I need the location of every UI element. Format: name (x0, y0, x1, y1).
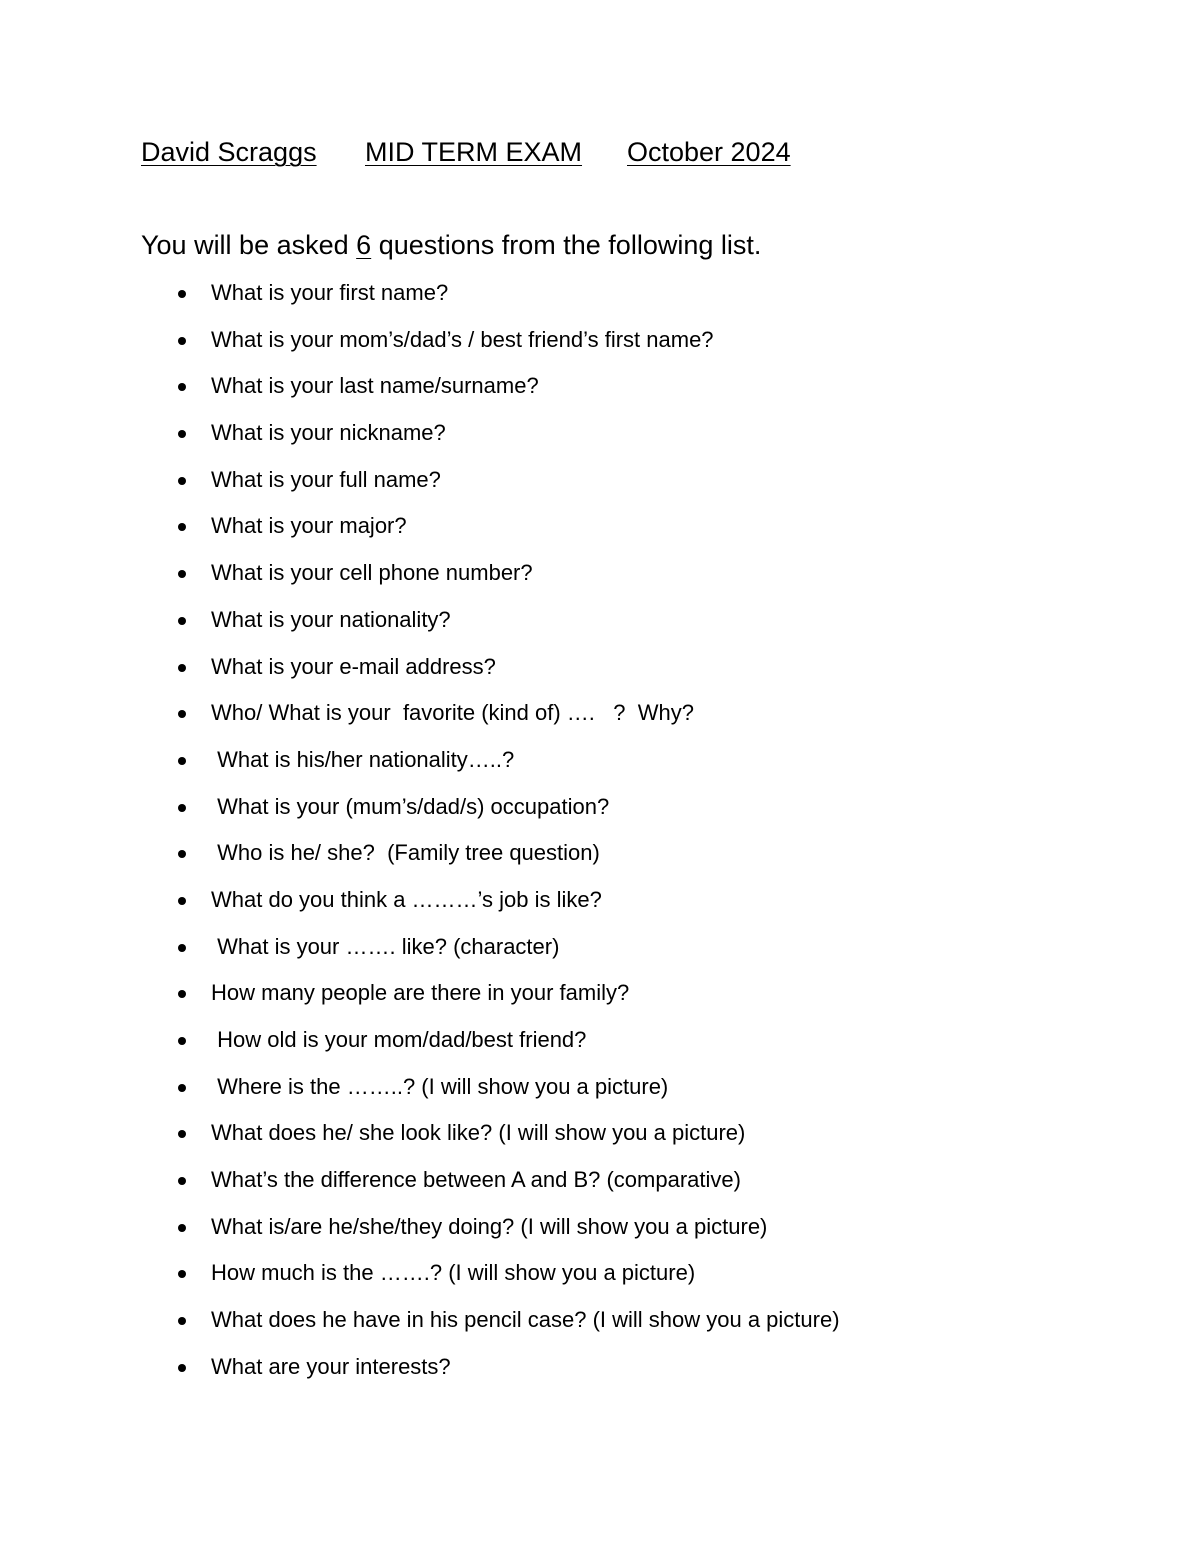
bullet-icon (178, 897, 186, 905)
question-text: What is your (mum’s/dad/s) occupation? (211, 793, 610, 819)
question-item (0, 463, 1200, 510)
question-item (0, 650, 1200, 697)
question-text: What is your mom’s/dad’s / best friend’s first name? (211, 326, 714, 352)
bullet-icon (178, 570, 186, 578)
question-item (0, 1116, 1200, 1163)
exam-title: MID TERM EXAM (365, 137, 583, 167)
question-item (0, 790, 1200, 837)
question-text: What is your nickname? (211, 420, 446, 446)
bullet-icon (178, 990, 186, 998)
question-text: What is/are he/she/they doing? (I will show you a picture) (211, 1213, 768, 1239)
question-item (0, 556, 1200, 603)
question-text: How many people are there in your family? (211, 980, 630, 1006)
question-text: What is your last name/surname? (211, 373, 539, 399)
bullet-icon (178, 1037, 186, 1045)
question-item (0, 1303, 1200, 1350)
question-item (0, 1163, 1200, 1210)
instructions (141, 227, 761, 263)
question-text: What do you think a ………’s job is like? (211, 886, 602, 912)
bullet-icon (178, 337, 186, 345)
question-text: What’s the difference between A and B? (comparative) (211, 1167, 741, 1193)
question-text: What is your full name? (211, 466, 441, 492)
question-item (0, 696, 1200, 743)
bullet-icon (178, 1130, 186, 1138)
bullet-icon (178, 1364, 186, 1372)
question-text: Who is he/ she? (Family tree question) (211, 840, 600, 866)
bullet-icon (178, 1224, 186, 1232)
question-text: What is your major? (211, 513, 407, 539)
question-text: What is your nationality? (211, 606, 451, 632)
question-text: What does he/ she look like? (I will show you a picture) (211, 1120, 746, 1146)
question-text: What is your e-mail address? (211, 653, 496, 679)
bullet-icon (178, 1177, 186, 1185)
exam-date: October 2024 (627, 137, 791, 167)
question-item (0, 416, 1200, 463)
question-list (0, 276, 1200, 1397)
bullet-icon (178, 757, 186, 765)
bullet-icon (178, 617, 186, 625)
question-item (0, 1070, 1200, 1117)
bullet-icon (178, 664, 186, 672)
bullet-icon (178, 523, 186, 531)
bullet-icon (178, 1270, 186, 1278)
question-text: How much is the …….? (I will show you a picture) (211, 1260, 696, 1286)
question-item (0, 1256, 1200, 1303)
bullet-icon (178, 710, 186, 718)
question-item (0, 883, 1200, 930)
bullet-icon (178, 477, 186, 485)
question-text: What is your ……. like? (character) (211, 933, 560, 959)
question-text: What is his/her nationality…..? (211, 746, 515, 772)
teacher-name: David Scraggs (141, 137, 317, 167)
question-item (0, 1210, 1200, 1257)
question-text: What does he have in his pencil case? (I will show you a picture) (211, 1307, 840, 1333)
instructions-lead: You will be asked (141, 230, 357, 260)
question-text: What is your cell phone number? (211, 560, 533, 586)
question-count: 6 (356, 230, 372, 260)
question-text: What is your first name? (211, 280, 449, 305)
question-item (0, 603, 1200, 650)
bullet-icon (178, 383, 186, 391)
question-item (0, 276, 1200, 323)
bullet-icon (178, 290, 186, 298)
bullet-icon (178, 1317, 186, 1325)
bullet-icon (178, 430, 186, 438)
bullet-icon (178, 850, 186, 858)
question-item (0, 930, 1200, 977)
question-item (0, 836, 1200, 883)
question-item (0, 1350, 1200, 1397)
question-text: Who/ What is your favorite (kind of) …. ? Why? (211, 700, 694, 726)
question-item (0, 369, 1200, 416)
question-item (0, 323, 1200, 370)
question-item (0, 509, 1200, 556)
bullet-icon (178, 944, 186, 952)
question-item (0, 976, 1200, 1023)
question-text: What are your interests? (211, 1353, 451, 1379)
bullet-icon (178, 804, 186, 812)
bullet-icon (178, 1084, 186, 1092)
question-item (0, 743, 1200, 790)
instructions-tail: questions from the following list. (371, 230, 762, 260)
question-text: How old is your mom/dad/best friend? (211, 1027, 587, 1052)
question-text: Where is the ……..? (I will show you a picture) (211, 1073, 669, 1099)
question-item (0, 1023, 1200, 1070)
